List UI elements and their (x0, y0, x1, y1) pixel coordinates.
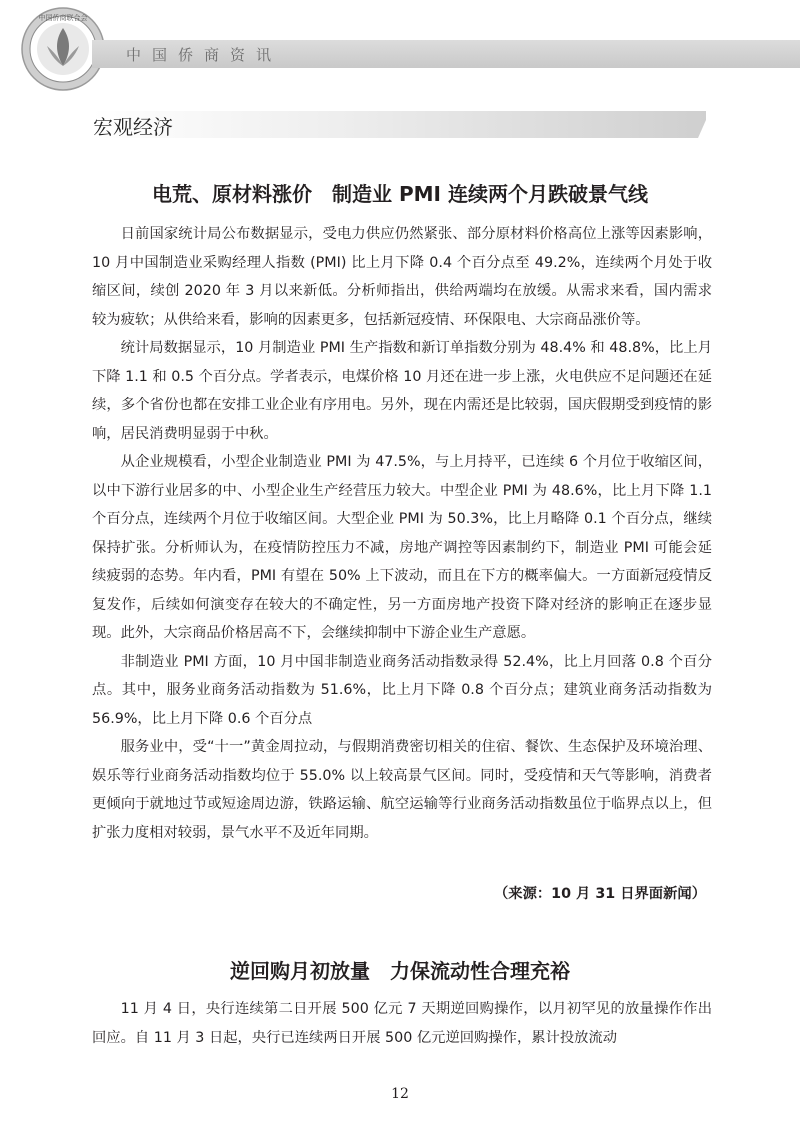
article2-paragraph: 11 月 4 日，央行连续第二日开展 500 亿元 7 天期逆回购操作，以月初罕见的放量操作作出回应。自 11 月 3 日起，央行已连续两日开展 500 亿元逆回购操作，累计投放流动 (92, 1001, 712, 1046)
article1-paragraph: 从企业规模看，小型企业制造业 PMI 为 47.5%，与上月持平，已连续 6 个月位于收缩区间，以中下游行业居多的中、小型企业生产经营压力较大。中型企业 PMI 为 48.6%，比上月下降 1.1 个百分点，连续两个月位于收缩区间。大型企业 PMI 为 50.3%，比上月略降 0.1 个百分点，继续保持扩张。分析师认为，在疫情防控压力不减，房地产调控等因素制约下，制造业 PMI 可能会延续疲弱的态势。年内看，PMI 有望在 50% 上下波动，而且在下方的概率偏大。一方面新冠疫情反复发作，后续如何演变存在较大的不确定性，另一方面房地产投资下降对经济的影响正在逐步显现。此外，大宗商品价格居高不下，会继续抑制中下游企业生产意愿。 (92, 454, 712, 641)
article2-body (92, 995, 712, 1052)
section-title: 宏观经济 (93, 115, 173, 139)
article1-paragraph: 日前国家统计局公布数据显示，受电力供应仍然紧张、部分原材料价格高位上涨等因素影响，10 月中国制造业采购经理人指数 (PMI) 比上月下降 0.4 个百分点至 49.2%，连续两个月处于收缩区间，续创 2020 年 3 月以来新低。分析师指出，供给两端均在放缓。从需求来看，国内需求较为疲软；从供给来看，影响的因素更多，包括新冠疫情、环保限电、大宗商品涨价等。 (92, 226, 712, 328)
article1-body (92, 220, 712, 847)
article2-title: 逆回购月初放量 力保流动性合理充裕 (230, 959, 570, 983)
article1-paragraph: 非制造业 PMI 方面，10 月中国非制造业商务活动指数录得 52.4%，比上月回落 0.8 个百分点。其中，服务业商务活动指数为 51.6%，比上月下降 0.8 个百分点；建筑业商务活动指数为 56.9%，比上月下降 0.6 个百分点 (92, 653, 712, 727)
logo-text: 中国侨商联合会 (38, 14, 88, 22)
page-number: 12 (391, 1086, 409, 1102)
section-bar (92, 111, 706, 138)
article1-paragraph: 统计局数据显示，10 月制造业 PMI 生产指数和新订单指数分别为 48.4% 和 48.8%，比上月下降 1.1 和 0.5 个百分点。学者表示，电煤价格 10 月还在进一步上涨，火电供应不足问题还在延续，多个省份也都在安排工业企业有序用电。另外，现在内需还是比较弱，国庆假期受到疫情的影响，居民消费明显弱于中秋。 (92, 340, 712, 442)
article1-source: （来源：10 月 31 日界面新闻） (494, 886, 706, 902)
article1-paragraph: 服务业中，受“十一”黄金周拉动，与假期消费密切相关的住宿、餐饮、生态保护及环境治理、娱乐等行业商务活动指数均位于 55.0% 以上较高景气区间。同时，受疫情和天气等影响，消费者更倾向于就地过节或短途周边游，铁路运输、航空运输等行业商务活动指数虽位于临界点以上，但扩张力度相对较弱，景气水平不及近年同期。 (92, 739, 712, 841)
header-title: 中国侨商资讯 (126, 46, 283, 64)
article1-title: 电荒、原材料涨价 制造业 PMI 连续两个月跌破景气线 (152, 182, 648, 206)
